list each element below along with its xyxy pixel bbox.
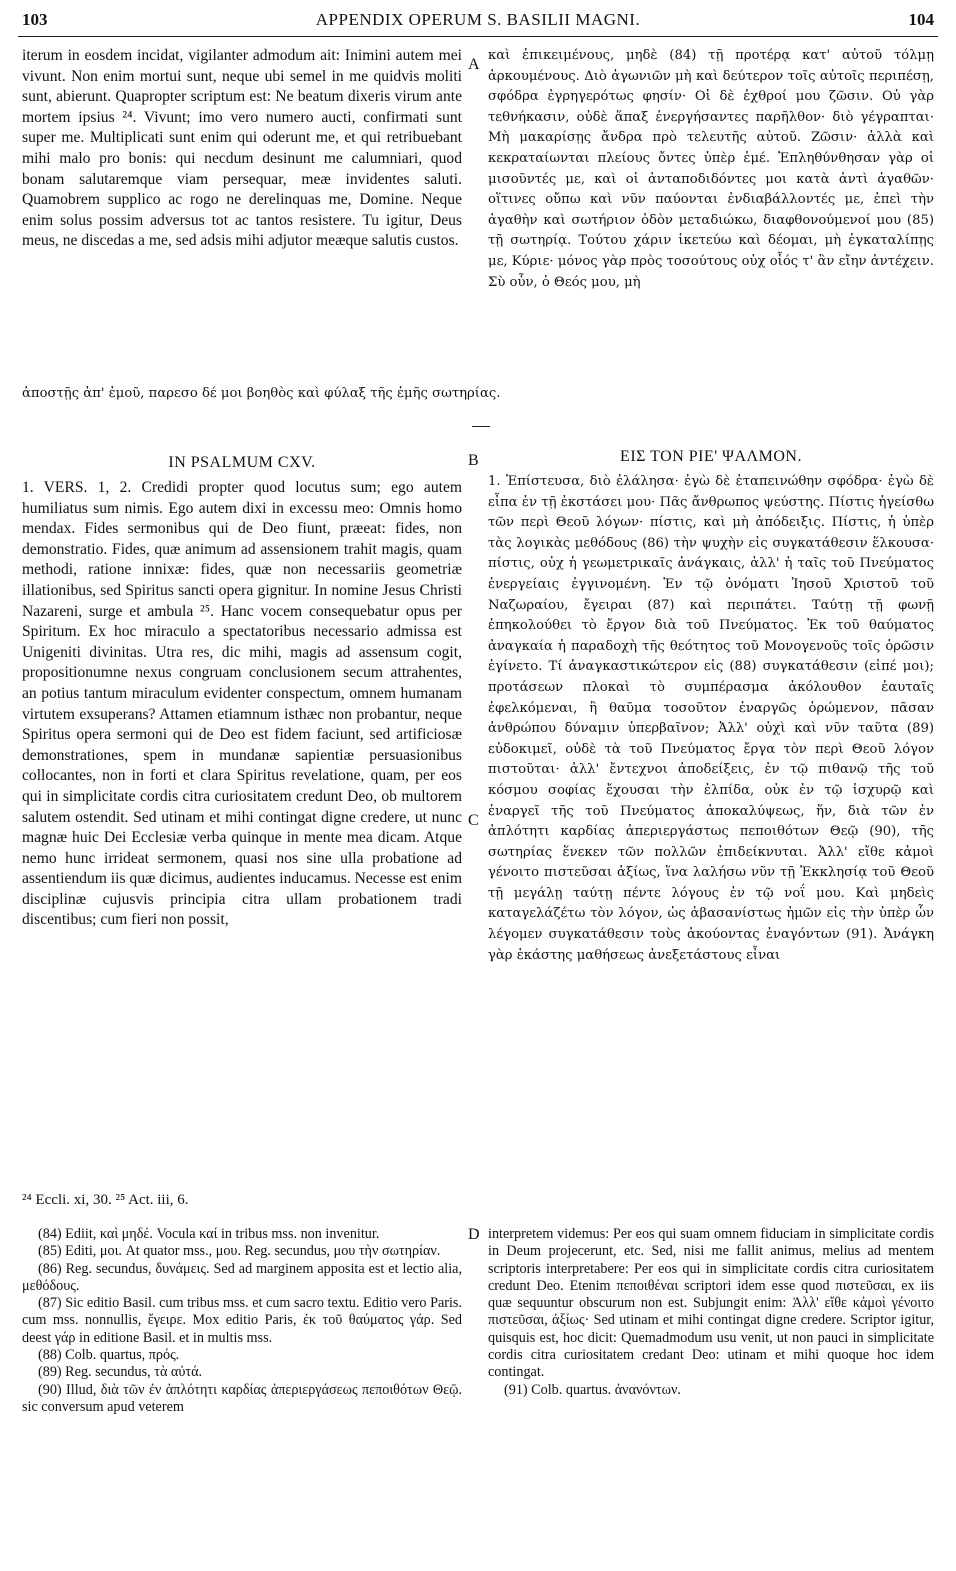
page-header <box>0 0 956 36</box>
greek-full-line: ἀποστῇς ἀπ' ἐμοῦ, παρεσο δέ μοι βοηθὸς καὶ φύλαξ τῆς ἐμῆς σωτηρίας. <box>22 386 501 401</box>
note: (85) Editi, μοι. At quator mss., μου. Reg. secundus, μου τὴν σωτηρίαν. <box>38 1243 441 1260</box>
page-number-right: 104 <box>908 10 934 29</box>
latin-paragraph-top: iterum in eosdem incidat, vigilanter admodum ait: Inimini autem mei vivunt. Non enim mortui sunt, neque ubi semel in me quidvis moliti sunt, abierunt. Quapropter scriptum est: Ne beatum dixeris virum ante mortem ipsius ²⁴. Vivunt; imo vero numero aucti, confirmati sunt super me. Multiplicati sunt enim qui oderunt me, et qui retribuebant mihi malo pro bonis: qui necdum desinunt me calumniari, quod bonam salutaremque viam persequar, meæ invidentes saluti. Quamobrem supplico ac rogo ne derelinquas me, Domine. Neque enim solus possim adversus tot ac tantos resistere. Tu igitur, Deus meus, ne discedas a me, sed adsis mihi adjutor meæque salutis custos. <box>22 47 462 250</box>
margin-marker-b: B <box>468 452 479 469</box>
note: (86) Reg. secundus, δυνάμεις. Sed ad marginem apposita est et lectio alia, μεθόδους. <box>22 1260 462 1294</box>
margin-marker-a: A <box>468 56 480 73</box>
header-rule <box>18 36 938 37</box>
greek-column-top <box>488 46 934 293</box>
running-title: APPENDIX OPERUM S. BASILII MAGNI. <box>315 10 641 29</box>
note: (91) Colb. quartus. ἀνανόντων. <box>504 1381 681 1398</box>
note: interpretem videmus: Per eos qui suam omnem fiduciam in simplicitate cordis in Deum projecerunt, etc. Sed, nisi me fallit animus, melius ad mentem scriptoris interpretabere: Per eos qui in simplicitate cordis citra curiositatem credunt Deo. Etenim πεποιθέναι scriptori idem esse quod πιστεῦσαι, ex iis quæ sequuntur obscurum non est. Subjungit enim: Ἀλλ' εἴθε κἀμοὶ γένοιτο πιστεῦσαι, ἀξίως· Sed utinam et mihi contingat digne credere. Scriptor igitur, quisquis est, hoc dicit: Quemadmodum usu venit, ut non pauci in simplicitate cordis citra curiositatem credant Deo: utinam et mihi quoque hoc idem contingat. <box>488 1226 934 1381</box>
section-divider <box>472 426 490 427</box>
latin-section-title: IN PSALMUM CXV. <box>168 454 316 471</box>
scripture-references: ²⁴ Eccli. xi, 30. ²⁵ Act. iii, 6. <box>22 1192 189 1208</box>
greek-paragraph-main: 1. Ἐπίστευσα, διὸ ἐλάλησα· ἐγὼ δὲ ἐταπεινώθην σφόδρα· ἐγὼ δὲ εἶπα ἐν τῇ ἐκστάσει μου· Πᾶς ἄνθρωπος ψεύστης. Πίστις ἡγείσθω τῶν περὶ Θεοῦ λόγων· πίστις, καὶ μὴ ἀπόδειξις. Πίστις, ἡ ὑπὲρ τὰς λογικὰς μεθόδους (86) τὴν ψυχὴν εἰς συγκατάθεσιν ἕλκουσα· πίστις, οὐχ ἡ γεωμετρικαῖς ἀνάγκαις, ἀλλ' ἡ ταῖς τοῦ Πνεύματος ἐνεργείαις ἐγγινομένη. Ἐν τῷ ὀνόματι Ἰησοῦ Χριστοῦ τοῦ Ναζωραίου, ἔγειραι (87) καὶ περιπάτει. Ταύτῃ τῇ φωνῇ ἐπηκολούθει τὸ ἔργον διὰ τοῦ Πνεύματος. Ἐκ τοῦ θαύματος ἀναγκαία ἡ παραδοχὴ τῆς θεότητος τοῦ Μονογενοῦς τοῖς ὁρῶσιν ἐγίνετο. Τί ἀναγκαστικώτερον εἰς (88) συγκατάθεσιν (εἰπέ μοι); προτάσεων πλοκαὶ τὸ συμπέρασμα ἀκόλουθον ἑαυταῖς ἐφελκόμεναι, ἢ θαῦμα τοσοῦτον ἐναργῶς ὁρώμενον, πᾶσαν ἀνθρώπου δύναμιν ὑπερβαῖνον; Ἀλλ' οὐχὶ καὶ νῦν ταῦτα (89) εὐδοκιμεῖ, οὐδὲ τὰ τοῦ Πνεύματος ἔργα τὸν περὶ Θεοῦ λόγον πιστοῦται· ἀλλ' ἔντεχνοι ἀποδείξεις, ἐν τῷ πιθανῷ τῆς τοῦ κόσμου σοφίας ἔχουσαι τὴν ἐλπίδα, οὐκ ἐν τῷ ἰσχυρῷ καὶ ἐναργεῖ τῆς τοῦ Πνεύματος ἀποκαλύψεως, ἥν, διὰ τῶν ἐν ἁπλότητι καρδίας ἀπεριεργάστως πεποιθότων Θεῷ (90), τῆς σωτηρίας ἕνεκεν τῶν πολλῶν ἐπιδείκνυται. Ἀλλ' εἴθε κἀμοὶ γένοιτο πιστεῦσαι ἀξίως, ἵνα λαλήσω νῦν τῇ Ἐκκλησίᾳ τοῦ Θεοῦ τῇ μεγάλῃ ταύτῃ πέντε λόγους ἐν τῷ νοΐ μου. Καὶ μηδεὶς καταγελάζέτω τὸν λόγον, ὡς ἀβασανίστως ἡμῶν εἰς τὴν ὑπὲρ ὧν λέγομεν συγκατάθεσιν τοὺς ἀκούοντας ἐναγόντων (91). Ἀνάγκη γὰρ ἑκάστης μαθήσεως ἀνεξετάστους εἶναι <box>488 474 934 963</box>
note: (87) Sic editio Basil. cum tribus mss. et cum sacro textu. Editio vero Paris. cum mss. nonnullis, ἔγειρε. Mox editio Paris, ἐκ τοῦ θαύματος γάρ. Sed deest γάρ in editione Basil. et in multis mss. <box>22 1295 462 1346</box>
note: (88) Colb. quartus, πρός. <box>38 1347 180 1364</box>
latin-column-main <box>22 478 462 931</box>
notes-left <box>22 1226 462 1416</box>
note: (90) Illud, διὰ τῶν ἐν ἁπλότητι καρδίας ἀπεριεργάσεως πεποιθότων Θεῷ. sic conversum apud veterem <box>22 1381 462 1415</box>
greek-paragraph-top: καὶ ἐπικειμένους, μηδὲ (84) τῇ προτέρᾳ κατ' αὐτοῦ τόλμῃ ἀρκουμένους. Διὸ ἀγωνιῶν μὴ καὶ δεύτερον τοῖς αὐτοῖς περιπέσῃ, σφόδρα ἐγρηγερότως φησίν· Οἱ δὲ ἐχθροί μου ζῶσιν. Οὐ γὰρ τεθνήκασιν, οὐδὲ ἅπαξ ἐνεργήσαντες παρῆλθον· διὸ γέγραπται· Μὴ μακαρίσῃς ἄνδρα πρὸ τελευτῆς αὐτοῦ. Ζῶσιν· ἀλλὰ καὶ κεκραταίωνται πλείους ὄντες ὑπὲρ ἐμέ. Ἐπληθύνθησαν γὰρ οἱ μισοῦντές με, καὶ οἱ ἀνταποδιδόντες μοι κατὰ ἀντὶ ἀγαθῶν· οἵτινες οὔπω καὶ νῦν παύονται ἐνδιαβάλλοντές με, ἐπεὶ τὴν ἀγαθὴν καὶ σωτήριον ὁδὸν μεταδιώκω, διαφθονούμενοί μου (85) τῇ σωτηρίᾳ. Τούτου χάριν ἱκετεύω καὶ δέομαι, μὴ ἐγκαταλίπῃς με, Κύριε· μόνος γὰρ πρὸς τοσούτους οὐχ οἷός τ' ἂν εἴην ἀντέχειν. Σὺ οὖν, ὁ Θεός μου, μὴ <box>488 48 934 290</box>
note: (84) Ediit, καὶ μηδέ. Vocula καί in tribus mss. non invenitur. <box>38 1226 380 1242</box>
greek-section-title: ΕΙΣ ΤΟΝ ΡΙΕ' ΨΑΛΜΟΝ. <box>620 448 802 465</box>
note: (89) Reg. secundus, τὰ αὐτά. <box>38 1364 203 1381</box>
margin-marker-d: D <box>468 1226 480 1243</box>
latin-paragraph-main: 1. VERS. 1, 2. Credidi propter quod locutus sum; ego autem humiliatus sum nimis. Ego autem dixi in excessu meo: Omnis homo mendax. Fides sermonibus qui de Deo fiunt, præeat: fides, non demonstratio. Fides, quæ animum ad assensionem trahit magis, quam methodi, ratione innixæ: fides, quæ non necessariis geometriæ illationibus, sed Spiritus sancti opera gignitur. In nomine Jesus Christi Nazareni, surge et ambula ²⁵. Hanc vocem consequebatur opus per Spiritum. Ex hoc miraculo a spectatoribus necessario admissa est Unigeniti divinitas. Utra res, dic mihi, magis ad assensum cogit, propositionumne nexus congruam conclusionem secum attrahentes, an potius tantum miraculum evidenter conspectum, omnem humanam virtutem exsuperans? Attamen etiamnum isthæc non probantur, neque Spiritus opera sermoni qui de Deo est fidem faciunt, sed artificiosæ demonstrationes, spem in mundanæ sapientiæ persuasionibus collocantes, non in forti et clara Spiritus revelatione, quam, per eos qui in simplicitate cordis citra curiositatem credunt Deo, ob multorem salutem ostendit. Sed utinam et mihi contingat digne credere, ut nunc magnæ huic Dei Ecclesiæ verba quinque in mente mea dicam. Atque nemo hunc irrideat sermonem, quasi nos sine ulla probatione ad assentiendum iis quæ dicimus, audientes inducamus. Necesse est enim disciplinæ cujusvis principia citra ullam probationem tradi discentibus; cum fieri non possit, <box>22 479 463 929</box>
greek-column-main <box>488 472 934 966</box>
margin-marker-c: C <box>468 812 479 829</box>
latin-column-top <box>22 46 462 252</box>
page-number-left: 103 <box>22 10 48 29</box>
notes-right <box>488 1226 934 1399</box>
